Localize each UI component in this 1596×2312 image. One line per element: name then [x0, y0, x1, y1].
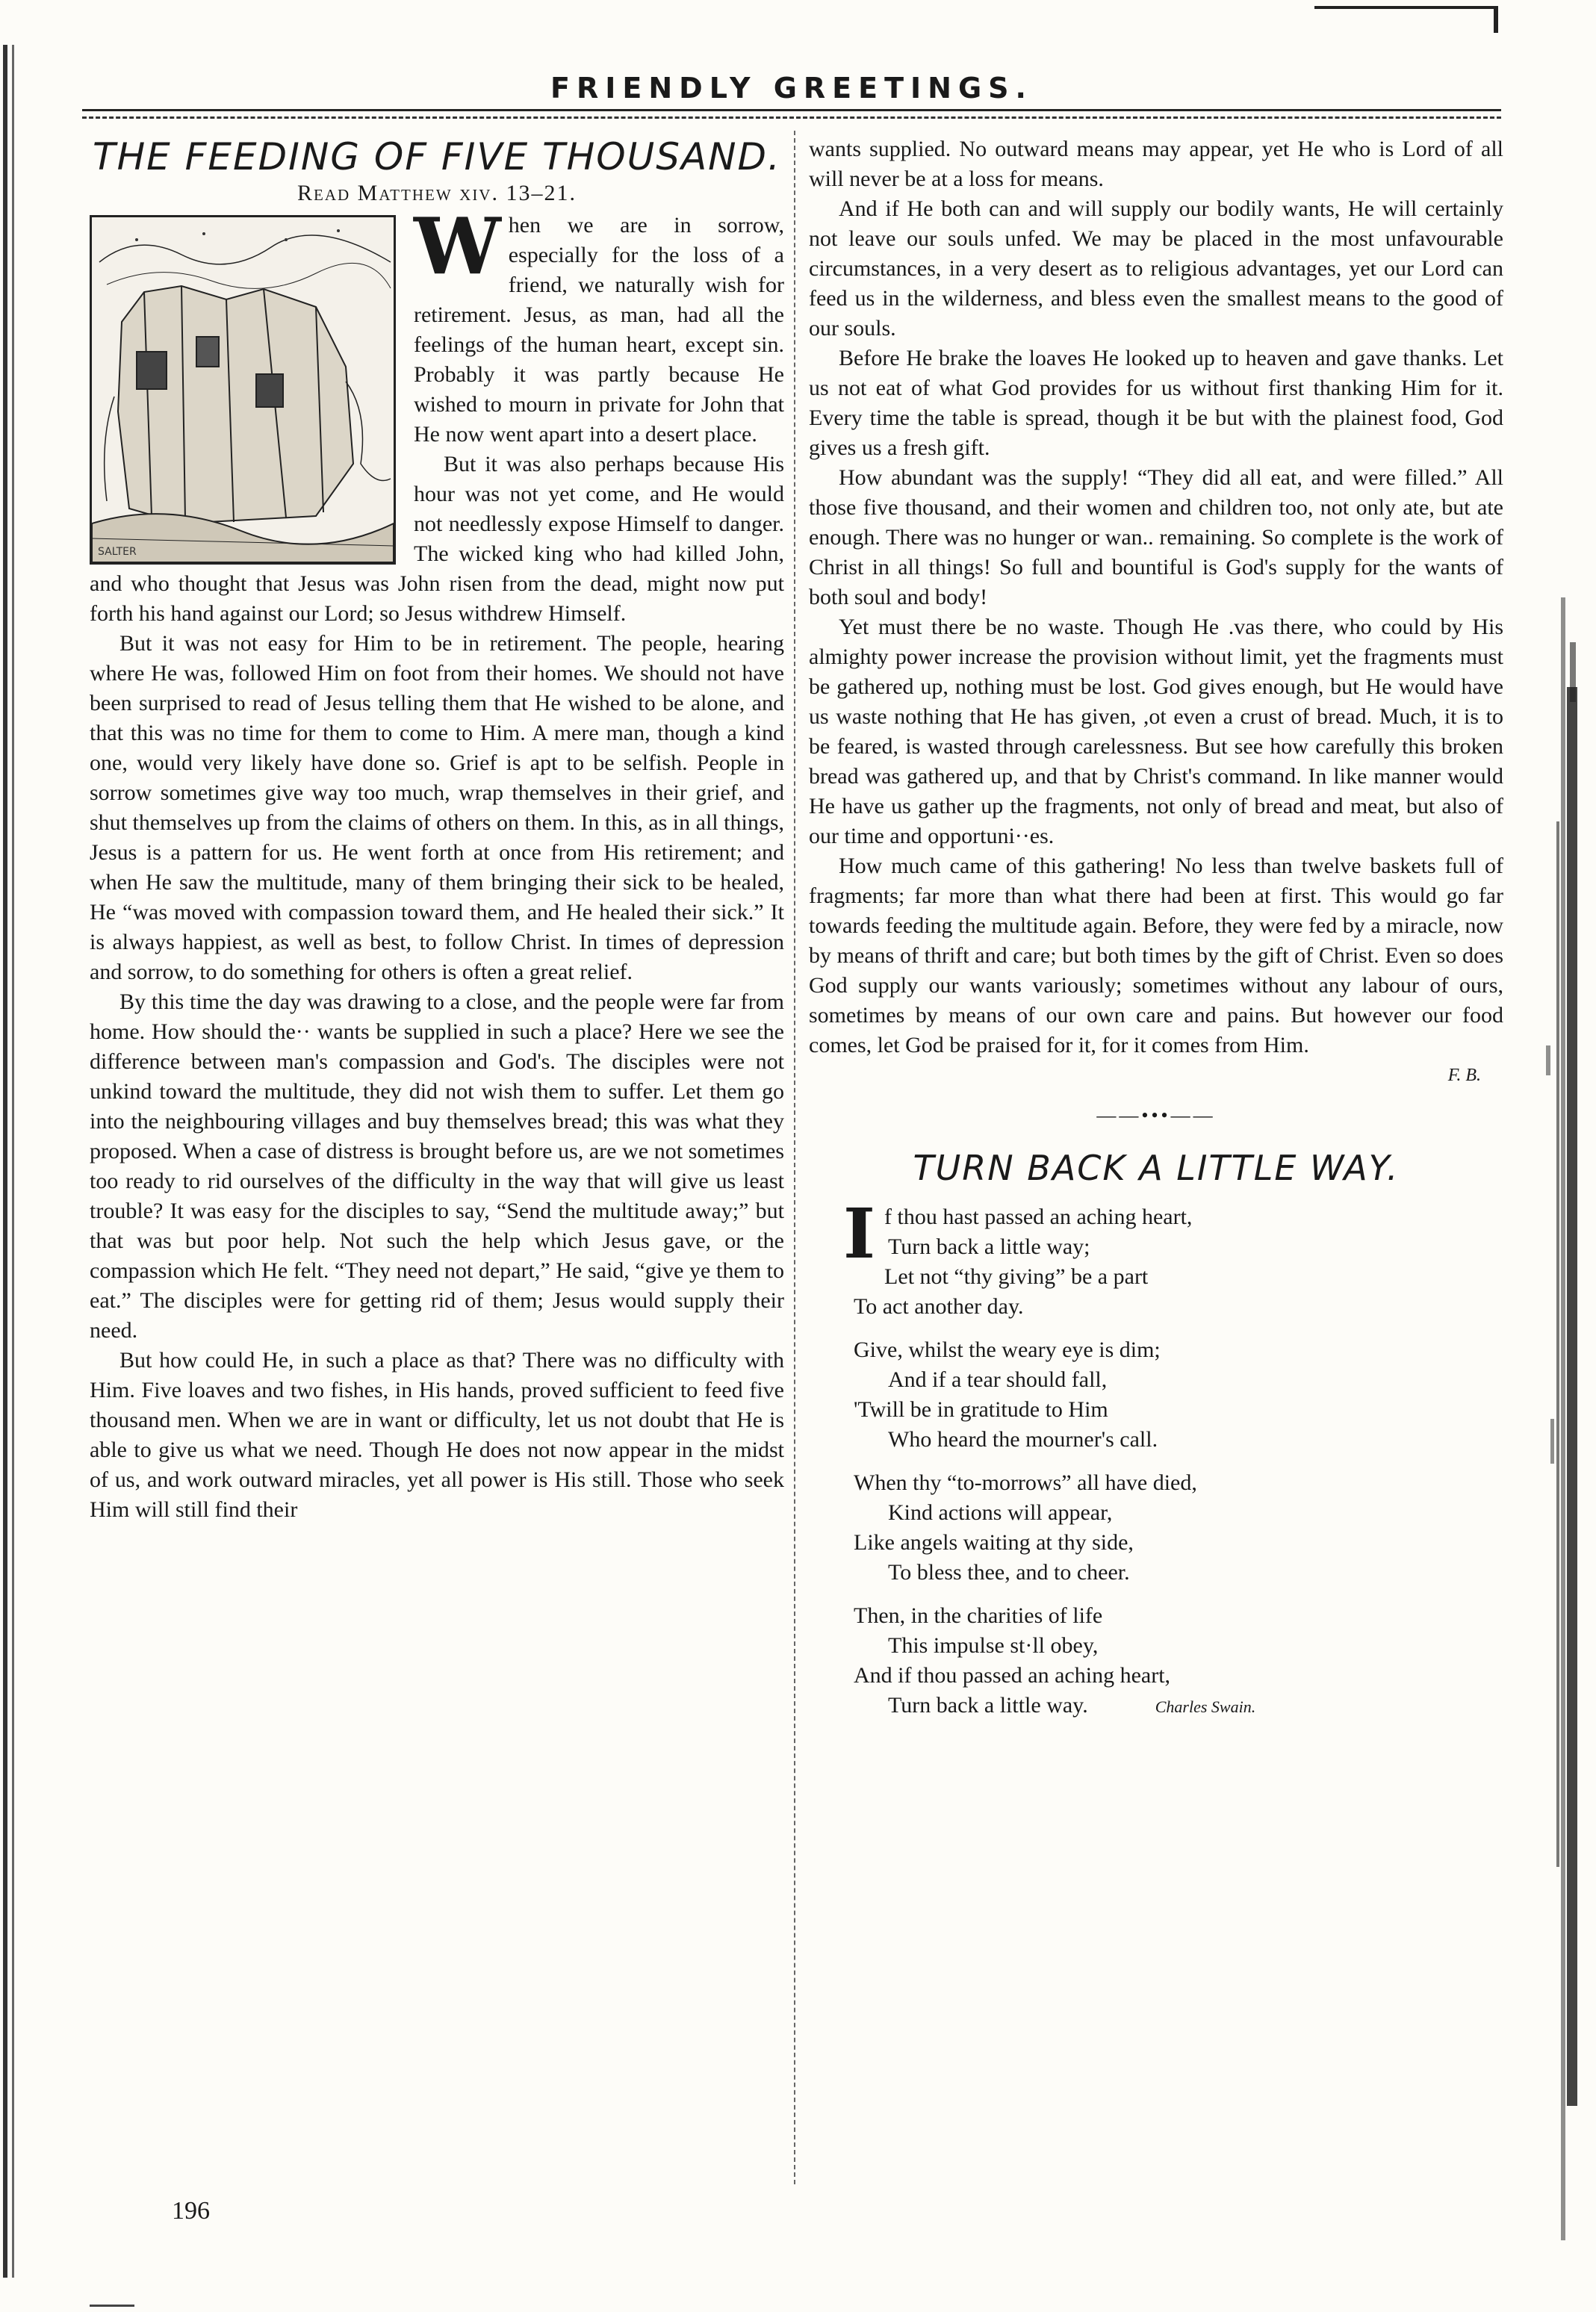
section-separator: ——•••—— — [1096, 1104, 1216, 1126]
ruined-tower-image — [92, 217, 394, 562]
engraving-illustration — [90, 215, 396, 565]
engraver-signature: SALTER — [98, 546, 137, 558]
paragraph-7: And if He both can and will supply our bodily wants, He will certainly not leave our souls unfed. We may be placed in the most unfavourable circumstances, in a very desert as to religious advantages, yet our Lord can feed us in the wilderness, and bless even the smallest means to the good of our souls. — [809, 196, 1503, 341]
paragraph-6: wants supplied. No outward means may appear, yet He who is Lord of all will never be at a loss for means. — [809, 137, 1503, 191]
corner-rule — [1314, 6, 1498, 9]
masthead-dashed-rule — [82, 116, 1501, 119]
dropcap-w: W — [414, 200, 501, 292]
paragraph-8: Before He brake the loaves He looked up to heaven and gave thanks. Let us not eat of what God provides for us without first thanking Him for it. Every time the table is spread, though it be but with the plainest food, God gives us a fresh gift. — [809, 346, 1503, 460]
article-reference: Read Matthew xiv. 13–21. — [297, 181, 577, 205]
dropcap-i: I — [843, 1193, 876, 1274]
corner-rule-vertical — [1494, 6, 1498, 33]
article-title: THE FEEDING OF FIVE THOUSAND. — [93, 135, 781, 178]
binding-edge-inner — [12, 45, 14, 2278]
masthead-rule — [82, 109, 1501, 111]
paragraph-9: How abundant was the supply! “They did all eat, and were filled.” All those five thousand, and their women and children too, not only ate, but ate enough. There was no hunger or wan.. remaining. So complete is the work of Christ in all things! So full and bountiful is God's supply for the wants of both soul and body! — [809, 465, 1503, 609]
stanza-3: When thy “to-morrows” all have died, Kind actions will appear, Like angels waiting at thy side, To bless thee, and to cheer. — [854, 1470, 1197, 1585]
column-divider — [794, 131, 795, 2184]
paragraph-11: How much came of this gathering! No less than twelve baskets full of fragments; far more than what there had been at first. This would go far towards feeding the multitude again. Before, they were fed by a miracle, now by means of thrift and care; but both times by the gift of Christ. Even so does God supply our wants variously; sometimes without any labour of ours, sometimes by means of our own care and pains. But however our food comes, let God be praised for it, for it comes from Him. — [809, 854, 1503, 1057]
masthead: FRIENDLY GREETINGS. — [550, 72, 1033, 105]
paragraph-5: But how could He, in such a place as that? There was no difficulty with Him. Five loaves and two fishes, in His hands, proved sufficient to feed five thousand men. When we are in want or difficulty, let us not doubt that He is able to give us what we need. Though He does not now appear in the midst of us, and work outward miracles, yet all power is His still. Those who seek Him will still find their — [90, 1348, 784, 1522]
poem-title: TURN BACK A LITTLE WAY. — [913, 1148, 1400, 1188]
paragraph-10: Yet must there be no waste. Though He .vas there, who could by His almighty power increase the provision without limit, yet the fragments must be gathered up, nothing must be lost. God gives enough, but He would have us waste nothing that He has given, ,ot even a crust of bread. Much, it is to be feared, is wasted through carelessness. But see how carefully this broken bread was gathered up, and that by Christ's command. In like manner would He have us gather up the fragments, not only of bread and meat, but also of our time and opportuni··es. — [809, 615, 1503, 848]
stanza-1: If thou hast passed an aching heart, Turn back a little way; Let not “thy giving” be a part To act another day. — [843, 1193, 1193, 1319]
right-column — [809, 134, 1503, 1735]
poem-attribution: Charles Swain. — [1155, 1697, 1256, 1716]
bottom-mark — [90, 2305, 134, 2307]
page-number: 196 — [172, 2197, 210, 2225]
left-column — [90, 134, 784, 1525]
binding-edge — [3, 45, 7, 2278]
paragraph-4: By this time the day was drawing to a close, and the people were far from home. How should the·· wants be supplied in such a place? Here we see the difference between man's compassion and God's. The disciples were not unkind toward the multitude, they did not wish them to suffer. Let them go into the neighbouring villages and buy themselves bread; this was what they proposed. When a case of distress is brought before us, are we not sometimes too ready to rid ourselves of the difficulty in the way that will give us least trouble? It was easy for the disciples to say, “Send the multitude away;” but that was but poor help. Not such the help which Jesus gave, or the compassion which He felt. “They need not depart,” He said, “give ye them to eat.” The disciples were for getting rid of them; Jesus would supply their need. — [90, 989, 784, 1343]
paragraph-2: But it was also perhaps because His hour was not yet come, and He would not needlessly expose Himself to danger. The wicked king who had killed John, and who thought that Jesus was John risen from the dead, might now put forth his hand against our Lord; so Jesus withdrew Himself. — [90, 452, 784, 626]
stanza-2: Give, whilst the weary eye is dim; And if a tear should fall, 'Twill be in gratitude to Him Who heard the mourner's call. — [854, 1337, 1161, 1452]
poem — [809, 1193, 1503, 1722]
paragraph-1: When we are in sorrow, especially for the loss of a friend, we naturally wish for retirement. Jesus, as man, had all the feelings of the human heart, except sin. Probably it was partly because He wished to mourn in private for John that He now went apart into a desert place. — [414, 200, 784, 447]
paragraph-3: But it was not easy for Him to be in retirement. The people, hearing where He was, followed Him on foot from their homes. We should not have been surprised to read of Jesus telling them that He wished to be alone, and that this was no time for them to come to Him. A mere man, though a kind one, would very likely have done so. Grief is apt to be selfish. People in sorrow sometimes give way too much, wrap themselves in their grief, and shut themselves up from the claims of others on them. In this, as in all things, Jesus is a pattern for us. He went forth at once from His retirement; and when He saw the multitude, many of them bringing their sick to be healed, He “was moved with compassion toward them, and He healed their sick.” It is always happiest, as well as best, to follow Christ. In times of depression and sorrow, to do something for others is often a great relief. — [90, 631, 784, 984]
scan-edge-shadow — [1524, 597, 1583, 2240]
stanza-4: Then, in the charities of life This impulse st·ll obey, And if thou passed an aching heart, Turn back a little way. Charles Swain. — [854, 1603, 1256, 1718]
article-signoff: F. B. — [1447, 1066, 1481, 1085]
